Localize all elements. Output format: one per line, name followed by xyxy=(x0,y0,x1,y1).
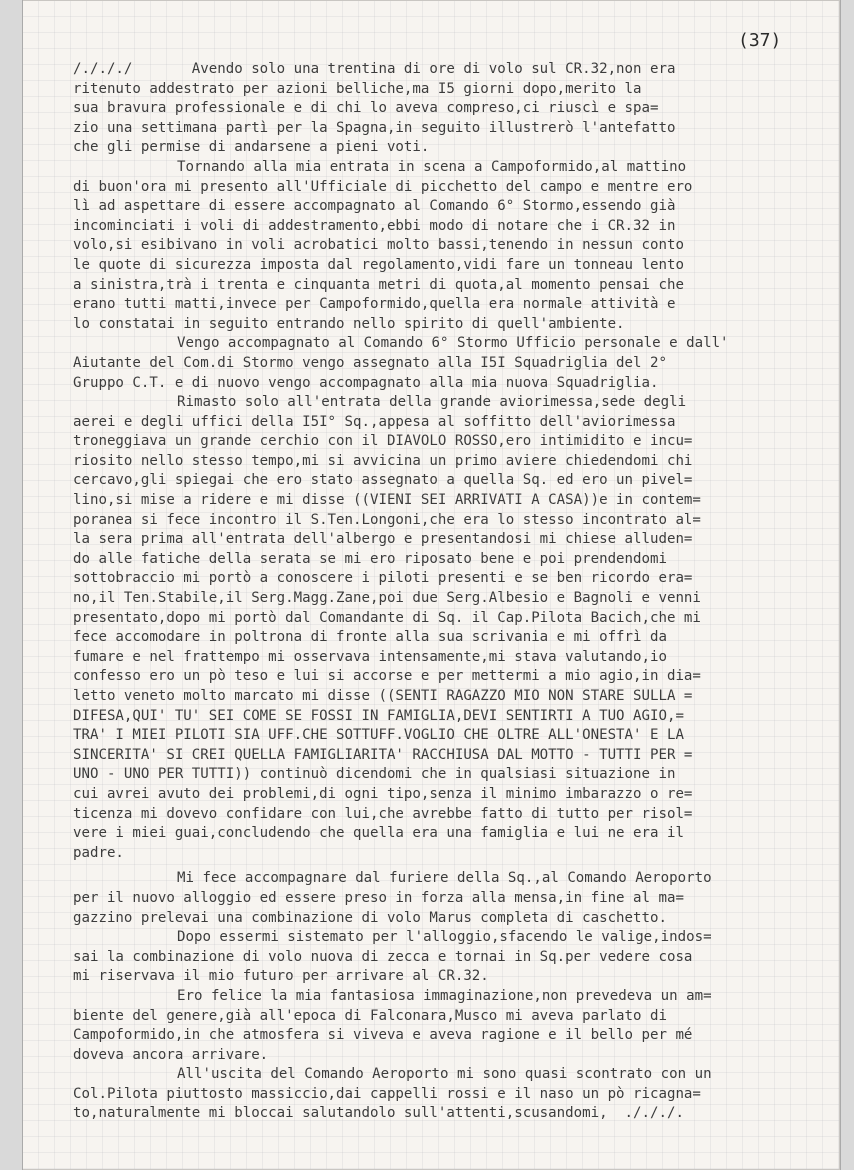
text-line: volo,si esibivano in voli acrobatici molto bassi,tenendo in nessun conto xyxy=(73,237,684,254)
text-line: di buon'ora mi presento all'Ufficiale di picchetto del campo e mentre ero xyxy=(73,178,693,195)
text-line: no,il Ten.Stabile,il Serg.Magg.Zane,poi due Serg.Albesio e Bagnoli e venni xyxy=(73,590,701,607)
text-line: poranea si fece incontro il S.Ten.Longoni,che era lo stesso incontrato al= xyxy=(73,511,701,528)
sheet-right-edge xyxy=(840,0,841,1170)
text-line: sottobraccio mi portò a conoscere i piloti presenti e se ben ricordo era= xyxy=(73,570,693,587)
text-line: lo constatai in seguito entrando nello spirito di quell'ambiente. xyxy=(73,315,625,332)
text-line: to,naturalmente mi bloccai salutandolo sull'attenti,scusandomi, ./././. xyxy=(73,1105,684,1122)
text-line: riosito nello stesso tempo,mi si avvicina un primo aviere chiedendomi chi xyxy=(73,452,693,469)
text-line: Rimasto solo all'entrata della grande aviorimessa,sede degli xyxy=(177,394,687,411)
text-line: Ero felice la mia fantasiosa immaginazione,non prevedeva un am= xyxy=(177,987,712,1004)
text-line: a sinistra,trà i trenta e cinquanta metri di quota,al momento pensai che xyxy=(73,276,684,293)
text-line: Gruppo C.T. e di nuovo vengo accompagnato alla mia nuova Squadriglia. xyxy=(73,374,659,391)
text-line: ticenza mi dovevo confidare con lui,che avrebbe fatto di tutto per risol= xyxy=(73,805,693,822)
text-line: UNO - UNO PER TUTTI)) continuò dicendomi che in qualsiasi situazione in xyxy=(73,766,676,783)
page-number: (37) xyxy=(738,30,782,51)
text-line: incominciati i voli di addestramento,ebbi modo di notare che i CR.32 in xyxy=(73,217,676,234)
text-line: All'uscita del Comando Aeroporto mi sono quasi scontrato con un xyxy=(177,1066,712,1083)
text-line: mi riservava il mio futuro per arrivare al CR.32. xyxy=(73,968,489,985)
text-line: doveva ancora arrivare. xyxy=(73,1046,269,1063)
text-line: DIFESA,QUI' TU' SEI COME SE FOSSI IN FAMIGLIA,DEVI SENTIRTI A TUO AGIO,= xyxy=(73,707,684,724)
text-line: cercavo,gli spiegai che ero stato assegnato a quella Sq. ed ero un pivel= xyxy=(73,472,693,489)
text-line: Campoformido,in che atmosfera si viveva e aveva ragione e il bello per mé xyxy=(73,1027,693,1044)
text-line: Dopo essermi sistemato per l'alloggio,sfacendo le valige,indos= xyxy=(177,929,712,946)
text-line: fumare e nel frattempo mi osservava intensamente,mi stava valutando,io xyxy=(73,648,667,665)
text-line: Col.Pilota piuttosto massiccio,dai cappelli rossi e il naso un pò ricagna= xyxy=(73,1085,701,1102)
text-line: cui avrei avuto dei problemi,di ogni tipo,senza il minimo imbarazzo o re= xyxy=(73,785,693,802)
text-line: aerei e degli uffici della I5I° Sq.,appesa al soffitto dell'aviorimessa xyxy=(73,413,676,430)
text-line: ritenuto addestrato per azioni belliche,ma I5 giorni dopo,merito la xyxy=(73,80,642,97)
text-line: TRA' I MIEI PILOTI SIA UFF.CHE SOTTUFF.VOGLIO CHE OLTRE ALL'ONESTA' E LA xyxy=(73,727,684,744)
text-line: SINCERITA' SI CREI QUELLA FAMIGLIARITA' RACCHIUSA DAL MOTTO - TUTTI PER = xyxy=(73,746,693,763)
text-line: lì ad aspettare di essere accompagnato al Comando 6° Stormo,essendo già xyxy=(73,198,676,215)
text-line: presentato,dopo mi portò dal Comandante di Sq. il Cap.Pilota Bacich,che mi xyxy=(73,609,701,626)
text-line: letto veneto molto marcato mi disse ((SENTI RAGAZZO MIO NON STARE SULLA = xyxy=(73,688,693,704)
text-line: biente del genere,già all'epoca di Falconara,Musco mi aveva parlato di xyxy=(73,1007,667,1024)
text-line: lino,si mise a ridere e mi disse ((VIENI SEI ARRIVATI A CASA))e in contem= xyxy=(73,492,701,509)
text-line: Aiutante del Com.di Stormo vengo assegnato alla I5I Squadriglia del 2° xyxy=(73,354,667,371)
text-line: sua bravura professionale e di chi lo aveva compreso,ci riuscì e spa= xyxy=(73,100,659,117)
paper-sheet xyxy=(22,0,840,1170)
text-line: troneggiava un grande cerchio con il DIAVOLO ROSSO,ero intimidito e incu= xyxy=(73,433,693,450)
text-line: gazzino prelevai una combinazione di volo Marus completa di caschetto. xyxy=(73,909,667,926)
text-line: sai la combinazione di volo nuova di zecca e tornai in Sq.per vedere cosa xyxy=(73,948,693,965)
text-line: le quote di sicurezza imposta dal regolamento,vidi fare un tonneau lento xyxy=(73,256,684,273)
text-line: Tornando alla mia entrata in scena a Campoformido,al mattino xyxy=(177,158,687,175)
sheet-left-edge xyxy=(22,0,23,1170)
text-line: zio una settimana partì per la Spagna,in seguito illustrerò l'antefatto xyxy=(73,119,676,136)
text-line: erano tutti matti,invece per Campoformido,quella era normale attività e xyxy=(73,296,676,313)
text-line: fece accomodare in poltrona di fronte alla sua scrivania e mi offrì da xyxy=(73,629,667,646)
text-line: confesso ero un pò teso e lui si accorse e per mettermi a mio agio,in dia= xyxy=(73,668,701,685)
text-line: per il nuovo alloggio ed essere preso in forza alla mensa,in fine al ma= xyxy=(73,889,684,906)
text-line: la sera prima all'entrata dell'albergo e presentandosi mi chiese alluden= xyxy=(73,531,693,548)
typewritten-text xyxy=(73,60,843,1124)
text-line: vere i miei guai,concludendo che quella era una famiglia e lui ne era il xyxy=(73,825,684,842)
text-line: padre. xyxy=(73,844,124,861)
text-line: /./././ Avendo solo una trentina di ore di volo sul CR.32,non era xyxy=(73,61,676,77)
text-line: Vengo accompagnato al Comando 6° Stormo Ufficio personale e dall' xyxy=(177,335,729,352)
text-line: do alle fatiche della serata se mi ero riposato bene e poi prendendomi xyxy=(73,550,667,567)
text-line: che gli permise di andarsene a pieni voti. xyxy=(73,139,430,156)
text-line: Mi fece accompagnare dal furiere della Sq.,al Comando Aeroporto xyxy=(177,870,712,887)
